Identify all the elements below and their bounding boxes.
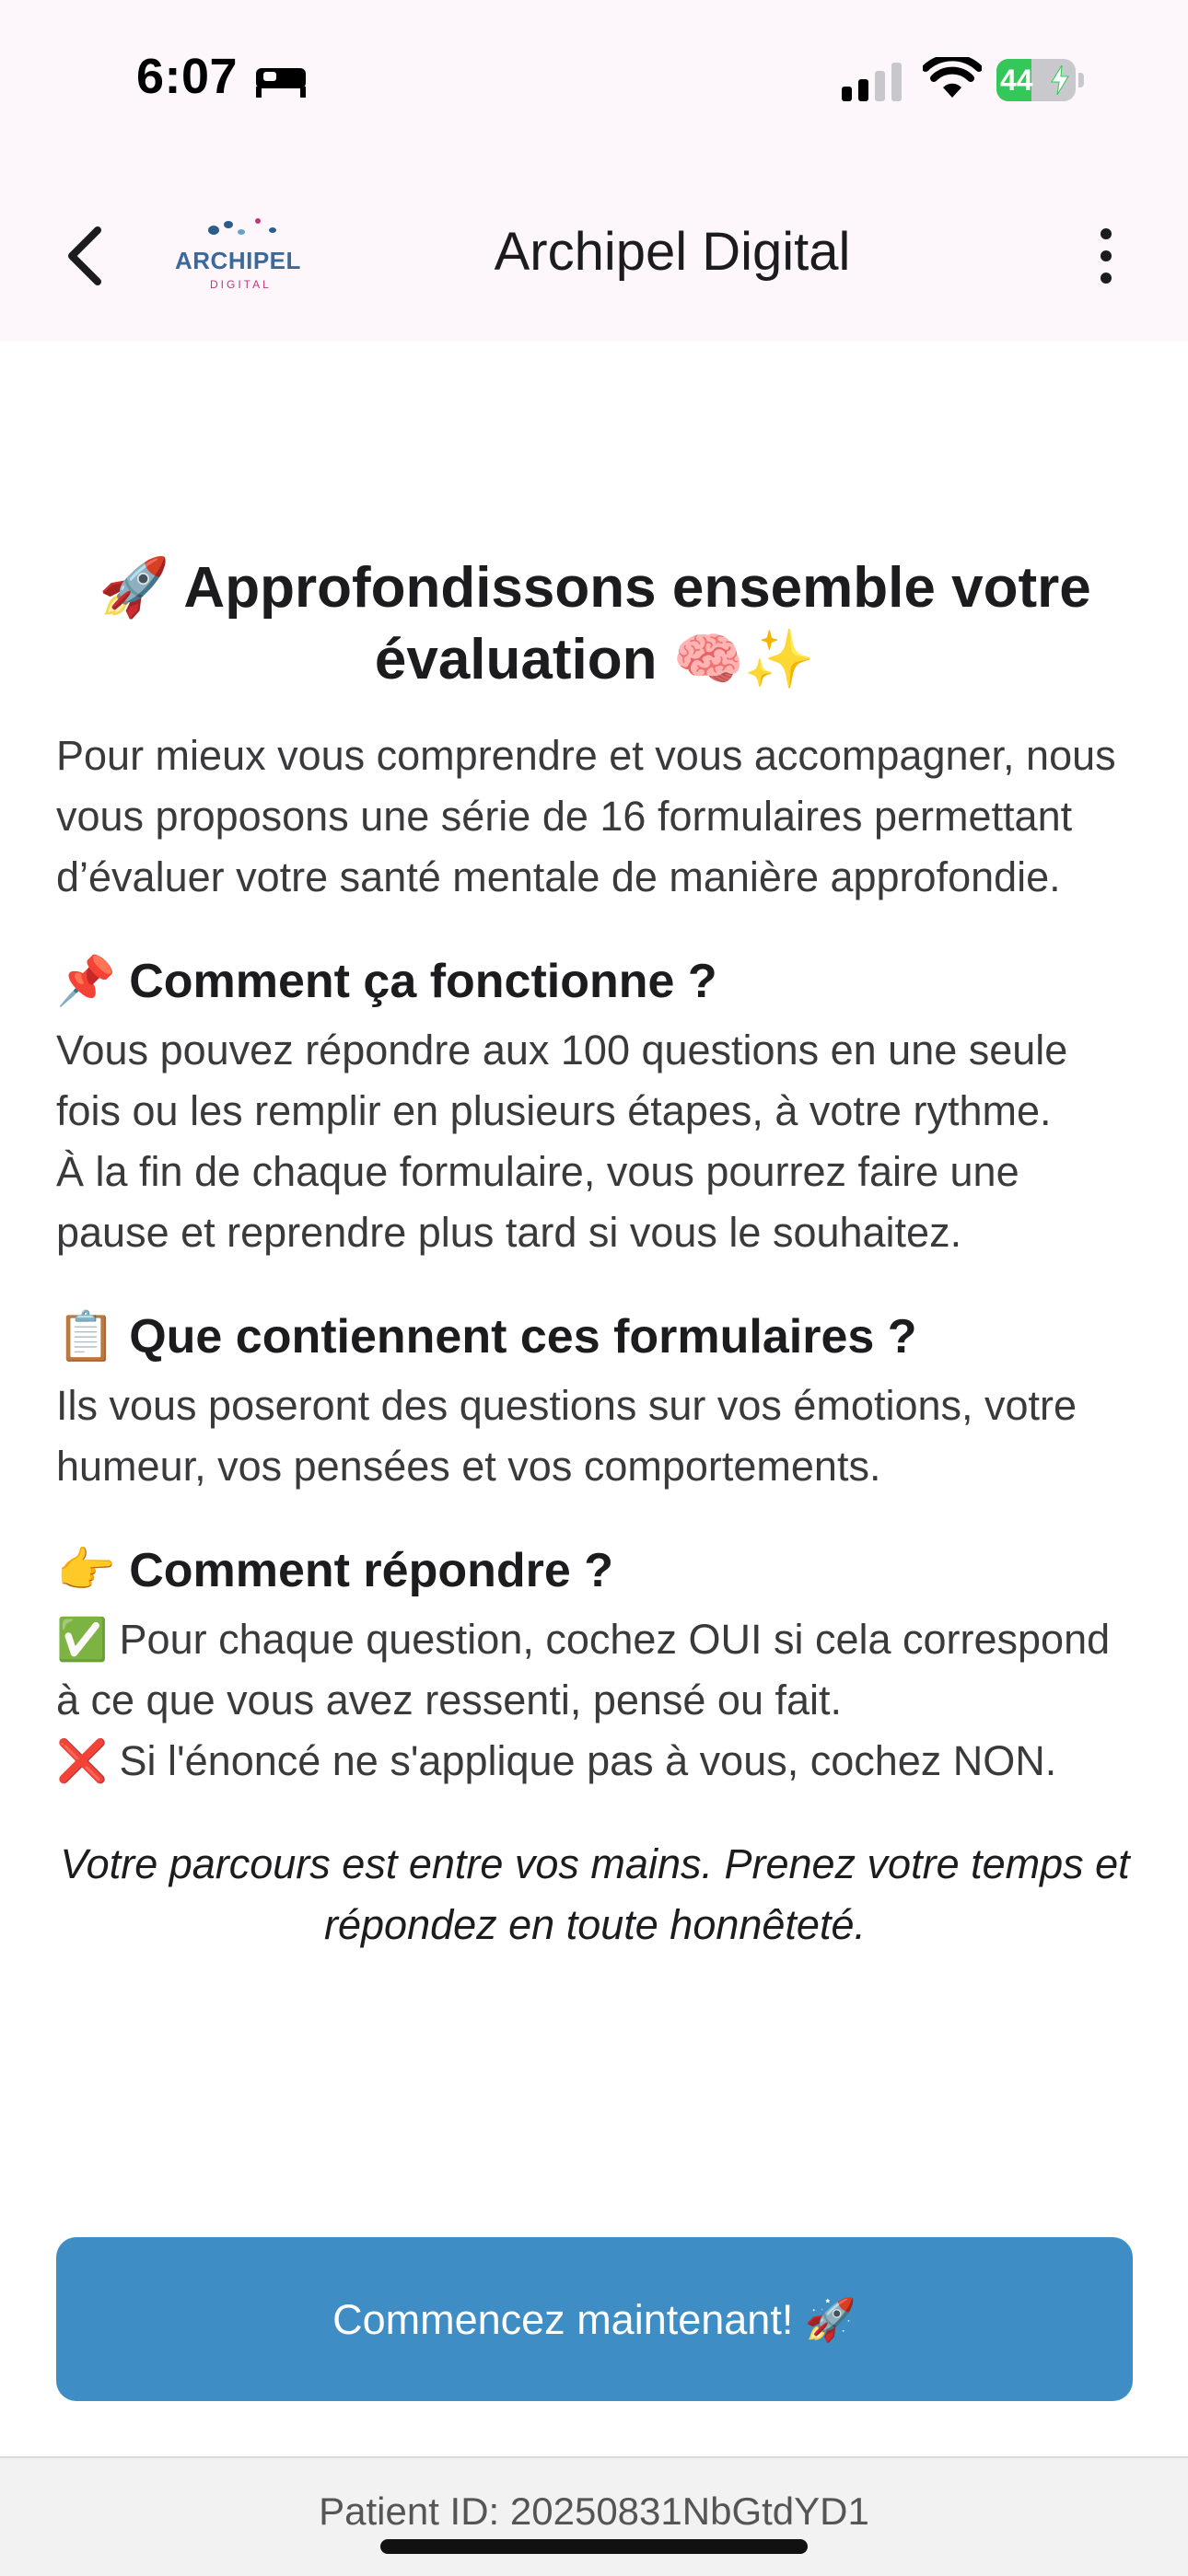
start-now-button[interactable]: Commencez maintenant! 🚀: [56, 2237, 1133, 2401]
battery-icon: [996, 59, 1085, 101]
section-paragraph-how-it-works: [56, 1020, 1134, 1263]
intro-content: [56, 552, 1134, 1955]
section-title-how-it-works: 📌 Comment ça fonctionne ?: [56, 955, 717, 1008]
section-title-contents: 📋 Que contiennent ces formulaires ?: [56, 1310, 917, 1363]
logo-dots-icon: [206, 215, 289, 243]
main-title-line1: 🚀 Approfondissons ensemble votre: [99, 556, 1091, 620]
battery-level: 44: [1000, 64, 1033, 97]
status-time: 6:07: [136, 49, 239, 104]
section-paragraph-contents: [56, 1375, 1134, 1497]
section-paragraph-how-to-answer: [56, 1609, 1134, 1792]
section-line: ✅ Pour chaque question, cochez OUI si cela correspond à ce que vous avez ressenti, pensé ou fait.: [56, 1616, 1111, 1723]
back-button[interactable]: [55, 219, 120, 293]
wifi-icon: [923, 57, 982, 101]
intro-paragraph: Pour mieux vous comprendre et vous accompagner, nous vous proposons une série de 16 formulaires permettant d’évaluer votre santé mentale de manière approfondie.: [56, 732, 1116, 900]
section-title-how-to-answer: 👉 Comment répondre ?: [56, 1544, 614, 1597]
app-header: [0, 166, 1188, 341]
section-line: À la fin de chaque formulaire, vous pourrez faire une pause et reprendre plus tard si vous le souhaitez.: [56, 1148, 1019, 1256]
archipel-logo: [166, 210, 304, 302]
cellular-signal-icon: [840, 61, 904, 103]
section-line: ❌ Si l'énoncé ne s'applique pas à vous, cochez NON.: [56, 1737, 1057, 1784]
charging-bolt-icon: [1050, 65, 1070, 95]
main-title-line2: évaluation 🧠✨: [374, 628, 816, 691]
section-line: Vous pouvez répondre aux 100 questions en une seule fois ou les remplir en plusieurs étapes, à votre rythme.: [56, 1027, 1068, 1134]
bed-icon: [254, 63, 308, 99]
section-line: Ils vous poseront des questions sur vos émotions, votre humeur, vos pensées et vos comportements.: [56, 1382, 1077, 1490]
status-bar: [0, 0, 1188, 166]
logo-subtext: DIGITAL: [210, 278, 272, 291]
main-title: [56, 552, 1134, 696]
closing-text: Votre parcours est entre vos mains. Prenez votre temps et répondez en toute honnêteté.: [60, 1840, 1130, 1948]
footer: [0, 2456, 1188, 2576]
page-title: Archipel Digital: [494, 222, 851, 282]
home-indicator[interactable]: [380, 2539, 808, 2554]
logo-text: ARCHIPEL: [175, 247, 301, 274]
patient-id: Patient ID: 20250831NbGtdYD1: [319, 2489, 869, 2533]
more-vertical-icon[interactable]: [1085, 219, 1127, 293]
